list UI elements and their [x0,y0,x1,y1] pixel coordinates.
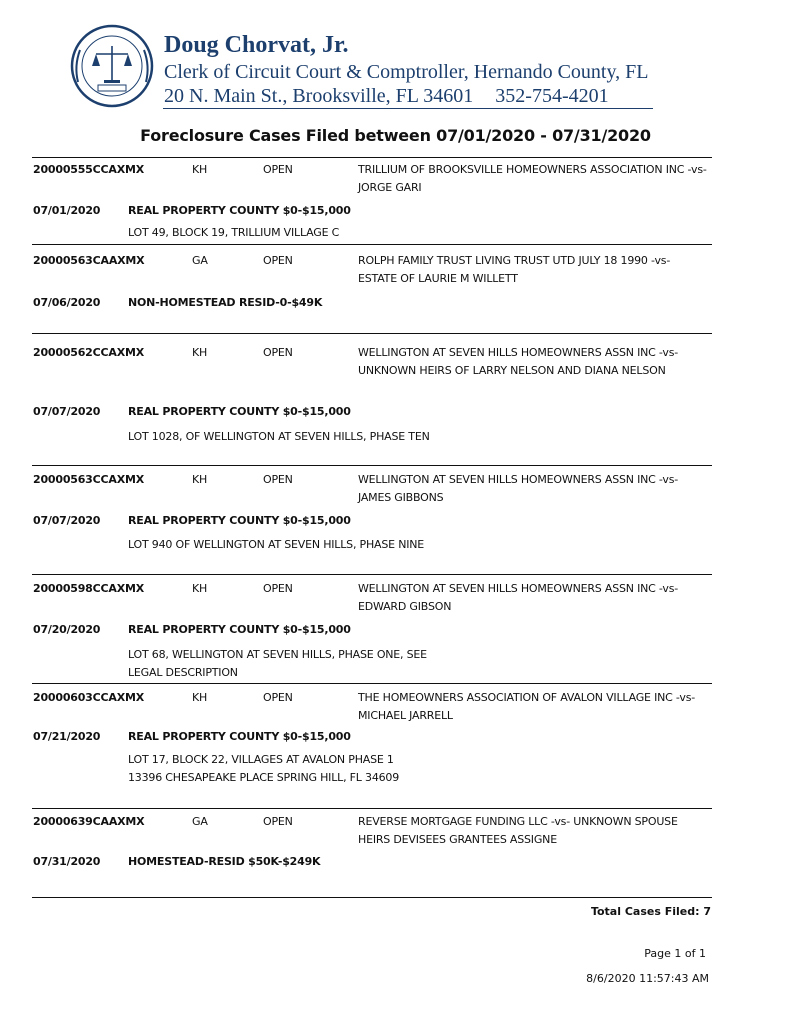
case-date: 07/01/2020 [33,204,101,217]
case-number: 20000639CAAXMX [33,815,145,828]
case-number: 20000603CCAXMX [33,691,144,704]
table-divider [32,465,712,466]
report-title: Foreclosure Cases Filed between 07/01/2020 - 07/31/2020 [140,126,651,145]
case-status: OPEN [263,346,293,359]
case-parties: WELLINGTON AT SEVEN HILLS HOMEOWNERS ASSN INC -vs- EDWARD GIBSON [358,582,679,613]
case-initials: GA [192,815,208,828]
case-initials: KH [192,163,208,176]
case-initials: KH [192,691,208,704]
clerk-address-line [164,85,609,108]
case-parties: REVERSE MORTGAGE FUNDING LLC -vs- UNKNOWN SPOUSE HEIRS DEVISEES GRANTEES ASSIGNE [358,815,678,846]
case-type: REAL PROPERTY COUNTY $0-$15,000 [128,730,351,743]
clerk-phone: 352-754-4201 [495,85,609,107]
case-status: OPEN [263,691,293,704]
case-type: REAL PROPERTY COUNTY $0-$15,000 [128,405,351,418]
case-parties: THE HOMEOWNERS ASSOCIATION OF AVALON VILLAGE INC -vs- MICHAEL JARRELL [358,691,696,722]
case-legal-description: LOT 68, WELLINGTON AT SEVEN HILLS, PHASE ONE, SEE LEGAL DESCRIPTION [128,648,427,679]
case-date: 07/06/2020 [33,296,101,309]
case-date: 07/07/2020 [33,405,101,418]
case-type: REAL PROPERTY COUNTY $0-$15,000 [128,623,351,636]
table-divider [32,157,712,158]
case-legal-description: LOT 49, BLOCK 19, TRILLIUM VILLAGE C [128,226,340,239]
case-type: REAL PROPERTY COUNTY $0-$15,000 [128,204,351,217]
table-divider [32,333,712,334]
case-number: 20000563CCAXMX [33,473,144,486]
case-parties: ROLPH FAMILY TRUST LIVING TRUST UTD JULY 18 1990 -vs- ESTATE OF LAURIE M WILLETT [358,254,671,285]
table-divider [32,683,712,684]
case-date: 07/21/2020 [33,730,101,743]
clerk-office: Clerk of Circuit Court & Comptroller, Hernando County, FL [164,61,649,83]
report-timestamp: 8/6/2020 11:57:43 AM [586,972,709,985]
total-cases: Total Cases Filed: 7 [590,905,711,918]
case-parties: WELLINGTON AT SEVEN HILLS HOMEOWNERS ASSN INC -vs- UNKNOWN HEIRS OF LARRY NELSON AND DIANA NELSON [358,346,679,377]
case-initials: GA [192,254,208,267]
case-legal-description: LOT 940 OF WELLINGTON AT SEVEN HILLS, PHASE NINE [128,538,425,551]
table-divider [32,897,712,898]
table-divider [32,574,712,575]
case-initials: KH [192,346,208,359]
case-legal-description: LOT 17, BLOCK 22, VILLAGES AT AVALON PHASE 1 13396 CHESAPEAKE PLACE SPRING HILL, FL 34609 [128,753,400,784]
table-divider [32,808,712,809]
clerk-name: Doug Chorvat, Jr. [164,32,349,58]
case-number: 20000555CCAXMX [33,163,144,176]
table-divider [32,244,712,245]
page-number: Page 1 of 1 [644,947,706,960]
case-date: 07/07/2020 [33,514,101,527]
case-initials: KH [192,473,208,486]
case-number: 20000562CCAXMX [33,346,144,359]
case-type: REAL PROPERTY COUNTY $0-$15,000 [128,514,351,527]
case-type: HOMESTEAD-RESID $50K-$249K [128,855,321,868]
case-parties: WELLINGTON AT SEVEN HILLS HOMEOWNERS ASSN INC -vs- JAMES GIBBONS [358,473,679,504]
case-status: OPEN [263,815,293,828]
case-number: 20000563CAAXMX [33,254,145,267]
case-legal-description: LOT 1028, OF WELLINGTON AT SEVEN HILLS, PHASE TEN [128,430,430,443]
case-number: 20000598CCAXMX [33,582,144,595]
header-divider [163,108,653,109]
case-status: OPEN [263,473,293,486]
county-seal-logo [68,22,156,110]
case-status: OPEN [263,254,293,267]
case-status: OPEN [263,163,293,176]
clerk-address: 20 N. Main St., Brooksville, FL 34601 [164,85,474,107]
case-parties: TRILLIUM OF BROOKSVILLE HOMEOWNERS ASSOCIATION INC -vs- JORGE GARI [358,163,707,194]
case-status: OPEN [263,582,293,595]
case-date: 07/20/2020 [33,623,101,636]
case-date: 07/31/2020 [33,855,101,868]
case-type: NON-HOMESTEAD RESID-0-$49K [128,296,323,309]
case-initials: KH [192,582,208,595]
